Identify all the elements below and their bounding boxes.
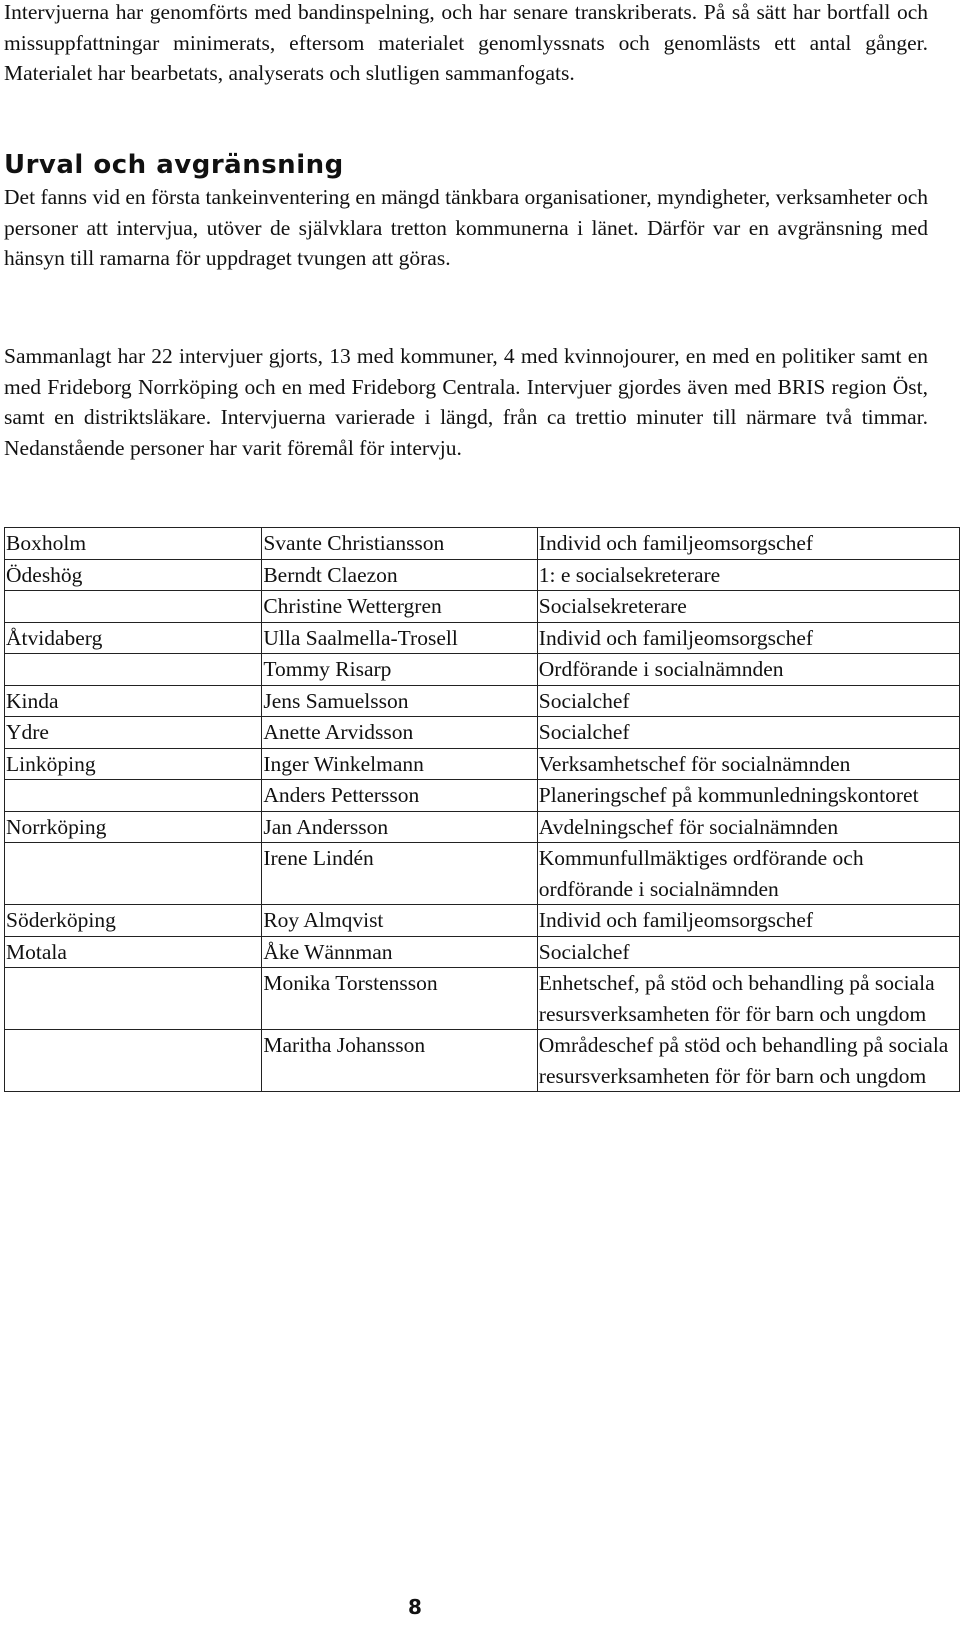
role-cell	[537, 748, 959, 780]
municipality-cell	[5, 1030, 262, 1092]
role-cell-text: Individ och familjeomsorgschef	[538, 625, 814, 650]
name-cell	[262, 748, 537, 780]
table-row	[5, 622, 960, 654]
municipality-cell	[5, 780, 262, 812]
table-row	[5, 905, 960, 937]
municipality-cell	[5, 591, 262, 623]
role-cell	[537, 622, 959, 654]
role-cell-text: 1: e socialsekreterare	[538, 562, 721, 587]
role-cell	[537, 591, 959, 623]
name-cell	[262, 811, 537, 843]
role-cell-text: Socialchef	[538, 939, 630, 964]
role-cell	[537, 936, 959, 968]
role-cell	[537, 654, 959, 686]
municipality-cell-text: Åtvidaberg	[6, 625, 103, 650]
role-cell	[537, 843, 959, 905]
table-row	[5, 1030, 960, 1092]
name-cell	[262, 622, 537, 654]
intro-paragraph: Intervjuerna har genomförts med bandinspelning, och har senare transkriberats. På så sätt har bortfall och missuppfattningar minimerats, eftersom materialet genomlyssnats och genomlästs ett antal gånger. Materialet har bearbetats, analyserats och slutligen sammanfogats.	[4, 0, 928, 85]
table-row	[5, 748, 960, 780]
role-cell-text: Avdelningschef för socialnämnden	[538, 814, 839, 839]
interview-table	[4, 527, 960, 1092]
municipality-cell	[5, 559, 262, 591]
name-cell-text: Maritha Johansson	[263, 1033, 426, 1057]
municipality-cell	[5, 654, 262, 686]
role-cell	[537, 717, 959, 749]
name-cell-text: Berndt Claezon	[263, 562, 398, 587]
role-cell	[537, 1030, 959, 1092]
section-heading: Urval och avgränsning	[4, 150, 344, 180]
municipality-cell	[5, 528, 262, 560]
municipality-cell-text: Norrköping	[6, 814, 107, 839]
role-cell	[537, 905, 959, 937]
name-cell	[262, 528, 537, 560]
municipality-cell	[5, 748, 262, 780]
name-cell-text: Monika Torstensson	[263, 971, 438, 995]
name-cell-text: Jan Andersson	[263, 814, 389, 839]
interview-table-body	[5, 528, 960, 1092]
table-row	[5, 968, 960, 1030]
municipality-cell	[5, 905, 262, 937]
name-cell	[262, 780, 537, 812]
table-row	[5, 654, 960, 686]
municipality-cell-text: Boxholm	[6, 531, 87, 555]
role-cell-text: Socialsekreterare	[538, 594, 687, 618]
municipality-cell	[5, 685, 262, 717]
name-cell-text: Tommy Risarp	[263, 657, 392, 681]
table-row	[5, 528, 960, 560]
role-cell	[537, 559, 959, 591]
municipality-cell	[5, 717, 262, 749]
selection-paragraph: Det fanns vid en första tankeinventering en mängd tänkbara organisationer, myndigheter, verksamheter och personer att intervjua, utöver de självklara tretton kommunerna i länet. Därför var en avgränsning med hänsyn till ramarna för uppdraget tvungen att göras.	[4, 185, 928, 270]
table-row	[5, 559, 960, 591]
municipality-cell-text: Söderköping	[6, 908, 116, 932]
table-row	[5, 591, 960, 623]
name-cell	[262, 685, 537, 717]
name-cell	[262, 559, 537, 591]
table-row	[5, 685, 960, 717]
municipality-cell	[5, 843, 262, 905]
table-row	[5, 717, 960, 749]
name-cell-text: Irene Lindén	[263, 846, 374, 870]
municipality-cell-text: Ödeshög	[6, 562, 83, 587]
name-cell-text: Anette Arvidsson	[263, 720, 414, 744]
role-cell-text: Planeringschef på kommunledningskontoret	[538, 783, 919, 807]
name-cell	[262, 968, 537, 1030]
name-cell	[262, 936, 537, 968]
role-cell	[537, 780, 959, 812]
municipality-cell-text: Kinda	[6, 688, 59, 713]
role-cell-text: Ordförande i socialnämnden	[538, 657, 784, 681]
name-cell-text: Roy Almqvist	[263, 908, 384, 932]
role-cell	[537, 685, 959, 717]
name-cell	[262, 591, 537, 623]
name-cell-text: Christine Wettergren	[263, 594, 442, 618]
role-cell-text: Individ och familjeomsorgschef	[538, 531, 814, 555]
role-cell-text: Socialchef	[538, 720, 630, 744]
name-cell-text: Åke Wännman	[263, 939, 393, 964]
role-cell-text: Individ och familjeomsorgschef	[538, 908, 814, 932]
role-cell	[537, 528, 959, 560]
table-row	[5, 811, 960, 843]
name-cell-text: Inger Winkelmann	[263, 751, 424, 776]
role-cell-text: Verksamhetschef för socialnämnden	[538, 751, 851, 776]
municipality-cell-text: Ydre	[6, 720, 49, 744]
role-cell	[537, 811, 959, 843]
name-cell	[262, 654, 537, 686]
name-cell	[262, 843, 537, 905]
name-cell	[262, 1030, 537, 1092]
name-cell	[262, 905, 537, 937]
name-cell-text: Svante Christiansson	[263, 531, 445, 555]
role-cell-text: Socialchef	[538, 688, 630, 713]
municipality-cell-text: Linköping	[6, 751, 96, 776]
role-cell-text: Enhetschef, på stöd och behandling på sociala resursverksamheten för för barn och ungdom	[538, 971, 935, 1026]
page-number: 8	[408, 1595, 422, 1619]
name-cell-text: Ulla Saalmella-Trosell	[263, 625, 458, 650]
municipality-cell	[5, 811, 262, 843]
municipality-cell	[5, 622, 262, 654]
name-cell-text: Jens Samuelsson	[263, 688, 409, 713]
municipality-cell-text: Motala	[6, 939, 67, 964]
name-cell	[262, 717, 537, 749]
role-cell	[537, 968, 959, 1030]
role-cell-text: Kommunfullmäktiges ordförande och ordförande i socialnämnden	[538, 846, 864, 901]
table-row	[5, 936, 960, 968]
table-row	[5, 780, 960, 812]
summary-paragraph: Sammanlagt har 22 intervjuer gjorts, 13 med kommuner, 4 med kvinnojourer, en med en politiker samt en med Frideborg Norrköping och en med Frideborg Centrala. Intervjuer gjordes även med BRIS region Öst, samt en distriktsläkare. Intervjuerna varierade i längd, från ca trettio minuter till närmare två timmar. Nedanstående personer har varit föremål för intervju.	[4, 344, 928, 460]
name-cell-text: Anders Pettersson	[263, 783, 420, 807]
municipality-cell	[5, 968, 262, 1030]
role-cell-text: Områdeschef på stöd och behandling på sociala resursverksamheten för för barn och ungdom	[538, 1033, 949, 1088]
municipality-cell	[5, 936, 262, 968]
table-row	[5, 843, 960, 905]
